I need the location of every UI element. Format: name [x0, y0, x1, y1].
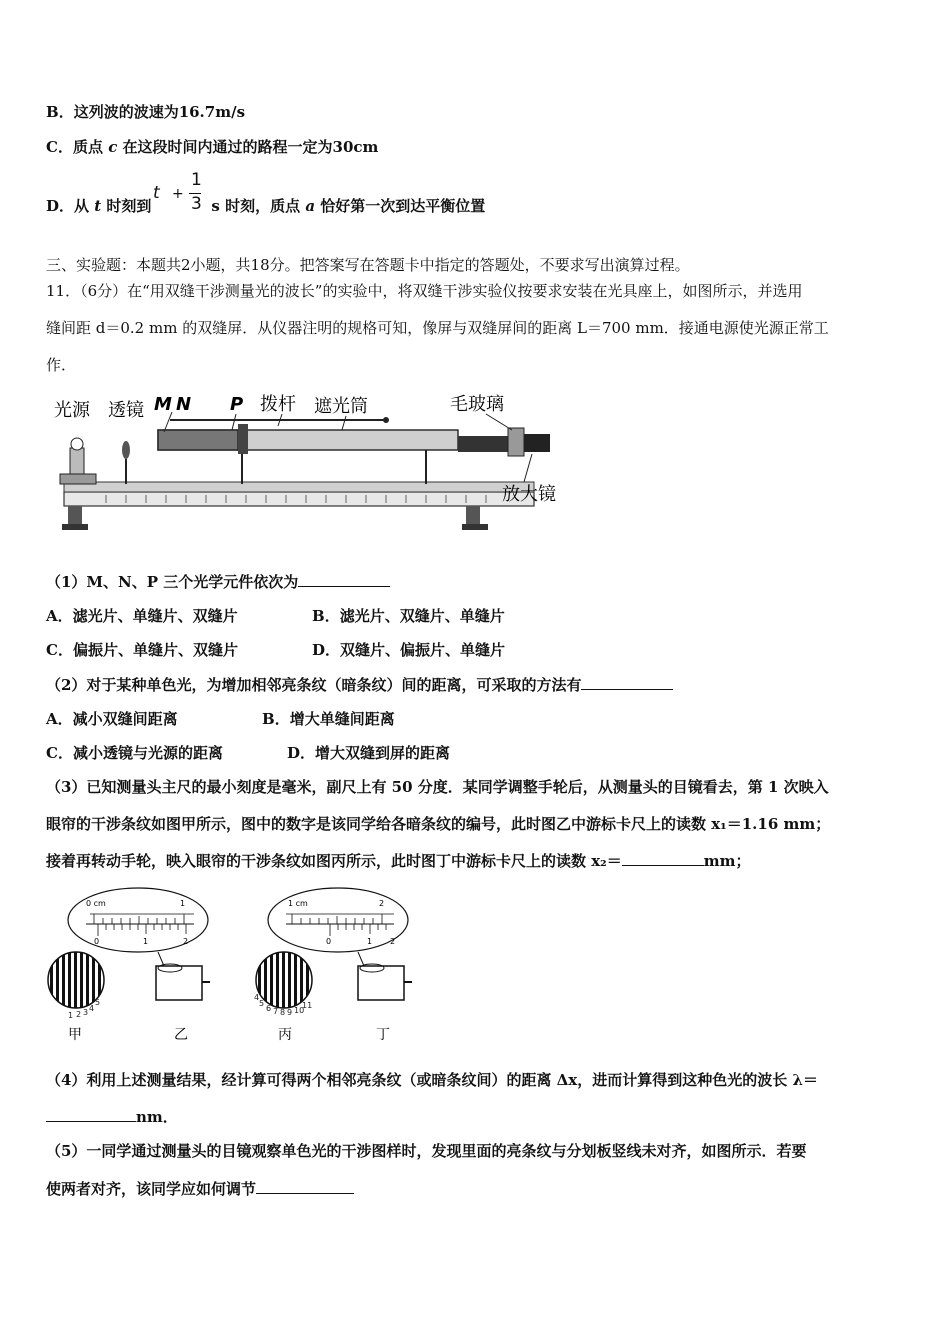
- sub2-question: （2）对于某种单色光，为增加相邻亮条纹（暗条纹）间的距离，可采取的方法有: [46, 675, 673, 695]
- svg-text:光源: 光源: [54, 400, 90, 421]
- q11-line1: 11．（6分）在“用双缝干涉测量光的波长”的实验中，将双缝干涉实验仪按要求安装在光具座上，如图所示，并选用: [46, 282, 803, 300]
- sub3-line3: 接着再转动手轮，映入眼帘的干涉条纹如图丙所示，此时图丁中游标卡尺上的读数 x₂＝ mm；: [46, 852, 751, 870]
- vernier-figures: [46, 884, 466, 1044]
- sub1-option-d: D．双缝片、偏振片、单缝片: [312, 641, 506, 659]
- fringe-number: 3: [83, 1008, 89, 1017]
- answer-blank[interactable]: [256, 1179, 354, 1194]
- svg-text:9: 9: [287, 1008, 293, 1017]
- svg-text:6: 6: [266, 1004, 272, 1013]
- fringe-number: 4: [89, 1004, 95, 1013]
- caption-jia: 甲: [68, 1027, 82, 1043]
- sub2-option-c: C．减小透镜与光源的距离: [46, 744, 223, 762]
- section-heading: 三、实验题：本题共2小题，共18分。把答案写在答题卡中指定的答题处，不要求写出演算过程。: [46, 256, 690, 274]
- svg-text:5: 5: [259, 999, 265, 1008]
- svg-text:11: 11: [302, 1001, 313, 1010]
- option-b-line: B．这列波的波速为16.7m/s: [46, 103, 246, 121]
- sub2-option-d: D．增大双缝到屏的距离: [287, 744, 451, 762]
- sub1-option-c: C．偏振片、单缝片、双缝片: [46, 641, 238, 659]
- option-c-line: C．质点 c 在这段时间内通过的路程一定为30cm: [46, 138, 379, 156]
- svg-text:0: 0: [326, 937, 332, 946]
- q11-line2: 缝间距 d＝0.2 mm 的双缝屏．从仪器注明的规格可知，像屏与双缝屏间的距离 L＝700 mm．接通电源使光源正常工: [46, 319, 829, 337]
- svg-text:7: 7: [273, 1007, 279, 1016]
- sub1-option-a: A．滤光片、单缝片、双缝片: [46, 607, 238, 625]
- caption-yi: 乙: [174, 1027, 188, 1043]
- sub2-option-b: B．增大单缝间距离: [262, 710, 395, 728]
- svg-text:拨杆: 拨杆: [260, 394, 296, 415]
- svg-text:透镜: 透镜: [108, 400, 144, 421]
- sub1-option-b: B．滤光片、双缝片、单缝片: [312, 607, 505, 625]
- sub3-line1: （3）已知测量头主尺的最小刻度是毫米，副尺上有 50 分度．某同学调整手轮后，从测量头的目镜看去，第 1 次映入: [46, 778, 829, 796]
- svg-text:0 cm: 0 cm: [86, 899, 106, 908]
- sub5-line2: 使两者对齐，该同学应如何调节: [46, 1179, 354, 1199]
- svg-text:1: 1: [367, 937, 373, 946]
- svg-text:2: 2: [379, 899, 385, 908]
- caption-ding: 丁: [376, 1027, 390, 1043]
- sub4-line1: （4）利用上述测量结果，经计算可得两个相邻亮条纹（或暗条纹间）的距离 Δx，进而计算得到这种色光的波长 λ＝: [46, 1071, 818, 1089]
- option-d-line: D．从 t 时刻到 s 时刻，质点 a 恰好第一次到达平衡位置: [46, 197, 486, 215]
- sub4-line2: nm．: [46, 1107, 178, 1127]
- svg-text:1: 1: [143, 937, 149, 946]
- svg-text:毛玻璃: 毛玻璃: [450, 394, 504, 415]
- caption-bing: 丙: [278, 1027, 292, 1043]
- svg-text:1 cm: 1 cm: [288, 899, 308, 908]
- svg-text:P: P: [230, 394, 244, 415]
- svg-text:放大镜: 放大镜: [502, 484, 556, 505]
- answer-blank[interactable]: [581, 675, 673, 690]
- fringe-number: 5: [95, 998, 101, 1007]
- svg-text:0: 0: [94, 937, 100, 946]
- svg-text:1: 1: [180, 899, 186, 908]
- sub2-option-a: A．减小双缝间距离: [46, 710, 178, 728]
- svg-text:N: N: [176, 394, 192, 415]
- svg-text:8: 8: [280, 1008, 286, 1017]
- sub3-line2: 眼帘的干涉条纹如图甲所示，图中的数字是该同学给各暗条纹的编号，此时图乙中游标卡尺上的读数 x₁＝1.16 mm；: [46, 815, 831, 833]
- svg-text:10: 10: [294, 1006, 305, 1015]
- svg-text:4: 4: [254, 993, 260, 1002]
- svg-text:2: 2: [390, 937, 396, 946]
- sub5-line1: （5）一同学通过测量头的目镜观察单色光的干涉图样时，发现里面的亮条纹与分划板竖线未对齐，如图所示．若要: [46, 1142, 807, 1160]
- q11-line3: 作．: [46, 356, 77, 374]
- fringe-number: 1: [68, 1011, 74, 1020]
- answer-blank[interactable]: [298, 572, 390, 587]
- apparatus-figure: [46, 386, 586, 540]
- fringe-number: 2: [76, 1010, 82, 1019]
- sub1-question: （1）M、N、P 三个光学元件依次为: [46, 572, 390, 592]
- answer-blank[interactable]: [622, 851, 704, 866]
- svg-text:M: M: [154, 394, 172, 415]
- svg-text:2: 2: [183, 937, 189, 946]
- answer-blank[interactable]: [46, 1107, 136, 1122]
- option-letter: B: [46, 103, 59, 121]
- svg-text:遮光筒: 遮光筒: [314, 396, 368, 417]
